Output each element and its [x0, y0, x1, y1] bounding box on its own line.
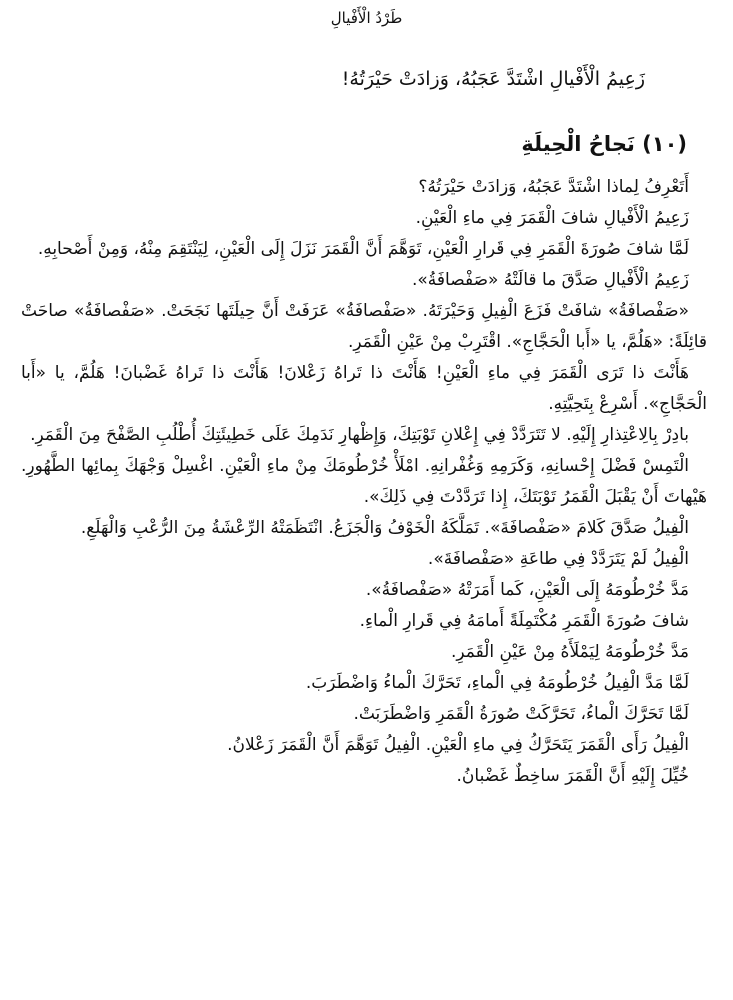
paragraph: الْتَمِسْ فَضْلَ إِحْسانِهِ، وَكَرَمِهِ وَغُفْرانِهِ. امْلَأْ خُرْطُومَكَ مِنْ ماءِ الْعَيْنِ. اغْسِلْ وَجْهَكَ بِمائِها الطَّهُورِ. هَيْهاتَ أَنْ يَقْبَلَ الْقَمَرُ تَوْبَتَكَ، إِذا تَرَدَّدْتَ فِي ذَلِكَ».: [21, 456, 707, 507]
paragraph: لَمَّا مَدَّ الْفِيلُ خُرْطُومَهُ فِي الْماءِ، تَحَرَّكَ الْماءُ وَاضْطَرَبَ.: [305, 673, 689, 693]
paragraph: هَأَنْتَ ذا تَرَى الْقَمَرَ فِي ماءِ الْعَيْنِ! هَأَنْتَ ذا تَراهُ زَعْلانَ! هَأَنْتَ ذا تَراهُ غَضْبانَ! هَلُمَّ، يا «أَبا الْحَجَّاجِ». أَسْرِعْ بِتَحِيَّتِهِ.: [21, 363, 707, 414]
paragraph: لَمَّا تَحَرَّكَ الْماءُ، تَحَرَّكَتْ صُورَةُ الْقَمَرِ وَاضْطَرَبَتْ.: [353, 704, 689, 724]
paragraph: الْفِيلُ رَأَى الْقَمَرَ يَتَحَرَّكُ فِي ماءِ الْعَيْنِ. الْفِيلُ تَوَهَّمَ أَنَّ الْقَمَرَ زَعْلانُ.: [227, 735, 689, 755]
paragraph: مَدَّ خُرْطُومَهُ إِلَى الْعَيْنِ، كَما أَمَرَتْهُ «صَفْصافَةُ».: [365, 580, 689, 600]
paragraph: لَمَّا شافَ صُورَةَ الْقَمَرِ فِي قَرارِ الْعَيْنِ، تَوَهَّمَ أَنَّ الْقَمَرَ نَزَلَ إِلَى الْعَيْنِ، لِيَنْتَقِمَ مِنْهُ، وَمِنْ أَصْحابِهِ.: [37, 239, 689, 259]
paragraph: الْفِيلُ صَدَّقَ كَلامَ «صَفْصافَةَ». تَمَلَّكَهُ الْخَوْفُ وَالْجَزَعُ. انْتَظَمَتْهُ الرِّعْشَةُ مِنَ الرُّعْبِ وَالْهَلَعِ.: [80, 518, 689, 538]
paragraph: شافَ صُورَةَ الْقَمَرِ مُكْتَمِلَةً أَمامَهُ فِي قَرارِ الْماءِ.: [359, 611, 689, 631]
chapter-title: (١٠) نَجاحُ الْحِيلَةِ: [521, 132, 687, 156]
paragraph: «صَفْصافَةُ» شافَتْ فَزَعَ الْفِيلِ وَحَيْرَتَهُ. «صَفْصافَةُ» عَرَفَتْ أَنَّ حِيلَتَها نَجَحَتْ. «صَفْصافَةُ» صاحَتْ قائِلَةً: «هَلُمَّ، يا «أَبا الْحَجَّاجِ». اقْتَرِبْ مِنْ عَيْنِ الْقَمَرِ.: [21, 301, 707, 352]
chapter-body: [21, 172, 707, 792]
paragraph: زَعِيمُ الْأَفْيالِ صَدَّقَ ما قالَتْهُ «صَفْصافَةُ».: [412, 270, 689, 290]
paragraph: زَعِيمُ الْأَفْيالِ شافَ الْقَمَرَ فِي ماءِ الْعَيْنِ.: [415, 208, 689, 228]
intro-line: زَعِيمُ الْأَفْيالِ اشْتَدَّ عَجَبُهُ، وَزادَتْ حَيْرَتُهُ!: [341, 68, 645, 90]
paragraph: مَدَّ خُرْطُومَهُ لِيَمْلَأَهُ مِنْ عَيْنِ الْقَمَرِ.: [450, 642, 689, 662]
paragraph: أَتَعْرِفُ لِماذا اشْتَدَّ عَجَبُهُ، وَزادَتْ حَيْرَتُهُ؟: [418, 177, 689, 197]
paragraph: الْفِيلُ لَمْ يَتَرَدَّدْ فِي طاعَةِ «صَفْصافَةَ».: [427, 549, 689, 569]
paragraph: بادِرْ بِالِاعْتِذارِ إِلَيْهِ. لا تَتَرَدَّدْ فِي إِعْلانِ تَوْبَتِكَ، وَإِظْهارِ نَدَمِكَ عَلَى خَطِيئَتِكَ أُطْلُبِ الصَّفْحَ مِنَ الْقَمَرِ.: [30, 425, 689, 445]
paragraph: خُيِّلَ إِلَيْهِ أَنَّ الْقَمَرَ ساخِطٌ غَضْبانُ.: [456, 766, 689, 786]
running-title: طَرْدُ الْأَفْيالِ: [330, 9, 403, 27]
